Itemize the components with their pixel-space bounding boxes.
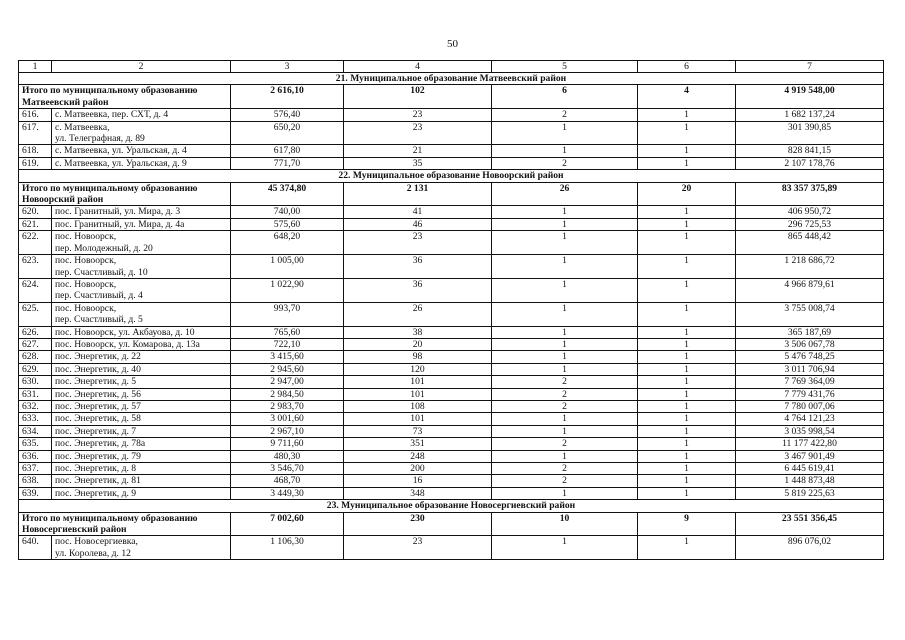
value-cell: 1 — [492, 145, 638, 157]
value-cell: 73 — [344, 425, 492, 437]
address-line: пос. Энергетик, д. 22 — [55, 351, 141, 363]
total-label: Итого по муниципальному образованию Новоорский район — [19, 182, 231, 206]
value-cell: 2 983,70 — [231, 400, 344, 412]
value-cell: 1 — [638, 145, 736, 157]
row-number: 616. — [19, 109, 52, 121]
total-cell: 23 551 356,45 — [736, 512, 884, 536]
value-cell: 2 — [492, 157, 638, 169]
value-cell: 1 — [638, 376, 736, 388]
value-cell: 5 476 748,25 — [736, 351, 884, 363]
value-cell: 828 841,15 — [736, 145, 884, 157]
value-cell: 1 — [492, 487, 638, 499]
value-cell: 2 — [492, 109, 638, 121]
table-row — [19, 475, 884, 487]
address-line: с. Матвеевка, ул. Уральская, д. 9 — [55, 157, 187, 169]
value-cell: 36 — [344, 278, 492, 302]
housing-table — [18, 60, 884, 560]
section-title-row — [19, 500, 884, 512]
section-title-row — [19, 73, 884, 85]
address-line: пер. Счастливый, д. 10 — [55, 266, 148, 278]
total-row — [19, 182, 884, 206]
value-cell: 1 — [638, 255, 736, 279]
row-number: 629. — [19, 363, 52, 375]
row-number: 620. — [19, 206, 52, 218]
row-number: 632. — [19, 400, 52, 412]
address-cell — [52, 475, 231, 487]
value-cell: 1 — [638, 302, 736, 326]
row-number: 627. — [19, 338, 52, 350]
value-cell: 3 755 008,74 — [736, 302, 884, 326]
table-body — [19, 61, 884, 560]
value-cell: 3 506 067,78 — [736, 338, 884, 350]
value-cell: 200 — [344, 463, 492, 475]
value-cell: 5 819 225,63 — [736, 487, 884, 499]
value-cell: 3 546,70 — [231, 463, 344, 475]
value-cell: 3 467 901,49 — [736, 450, 884, 462]
row-number: 622. — [19, 231, 52, 255]
value-cell: 1 — [638, 109, 736, 121]
value-cell: 1 — [638, 278, 736, 302]
address-line: пос. Новоорск, — [55, 302, 117, 314]
total-cell: 83 357 375,89 — [736, 182, 884, 206]
address-line: пос. Энергетик, д. 79 — [55, 450, 141, 462]
value-cell: 120 — [344, 363, 492, 375]
value-cell: 1 — [638, 363, 736, 375]
address-line: с. Матвеевка, пер. СХТ, д. 4 — [55, 109, 169, 121]
address-cell — [52, 109, 231, 121]
total-label: Итого по муниципальному образованию Матвеевский район — [19, 85, 231, 109]
section-title: 22. Муниципальное образование Новоорский район — [19, 170, 884, 182]
value-cell: 98 — [344, 351, 492, 363]
value-cell: 2 107 178,76 — [736, 157, 884, 169]
address-line: с. Матвеевка, ул. Уральская, д. 4 — [55, 145, 187, 157]
table-row — [19, 388, 884, 400]
address-cell — [52, 536, 231, 560]
table-row — [19, 109, 884, 121]
value-cell: 4 966 879,61 — [736, 278, 884, 302]
row-number: 625. — [19, 302, 52, 326]
value-cell: 1 — [492, 351, 638, 363]
value-cell: 1 — [638, 438, 736, 450]
address-cell — [52, 425, 231, 437]
value-cell: 1 — [492, 231, 638, 255]
value-cell: 4 764 121,23 — [736, 413, 884, 425]
total-cell: 2 616,10 — [231, 85, 344, 109]
address-cell — [52, 338, 231, 350]
table-row — [19, 450, 884, 462]
value-cell: 1 — [492, 326, 638, 338]
total-cell: 2 131 — [344, 182, 492, 206]
value-cell: 9 711,60 — [231, 438, 344, 450]
total-label: Итого по муниципальному образованию Новосергиевский район — [19, 512, 231, 536]
total-cell: 102 — [344, 85, 492, 109]
value-cell: 1 — [638, 351, 736, 363]
value-cell: 1 — [492, 338, 638, 350]
value-cell: 1 — [638, 425, 736, 437]
value-cell: 21 — [344, 145, 492, 157]
address-cell — [52, 302, 231, 326]
table-row — [19, 536, 884, 560]
row-number: 638. — [19, 475, 52, 487]
total-cell: 10 — [492, 512, 638, 536]
section-title-row — [19, 170, 884, 182]
value-cell: 23 — [344, 109, 492, 121]
total-cell: 26 — [492, 182, 638, 206]
row-number: 635. — [19, 438, 52, 450]
table-row — [19, 463, 884, 475]
table-row — [19, 438, 884, 450]
value-cell: 1 — [492, 363, 638, 375]
value-cell: 1 — [492, 121, 638, 145]
address-line: пос. Энергетик, д. 78а — [55, 438, 146, 450]
row-number: 640. — [19, 536, 52, 560]
address-line: пос. Новоорск, ул. Акбауова, д. 10 — [55, 326, 195, 338]
table-row — [19, 145, 884, 157]
value-cell: 1 — [638, 487, 736, 499]
value-cell: 896 076,02 — [736, 536, 884, 560]
header-cell: 4 — [344, 61, 492, 73]
value-cell: 1 — [638, 400, 736, 412]
row-number: 626. — [19, 326, 52, 338]
address-cell — [52, 376, 231, 388]
value-cell: 365 187,69 — [736, 326, 884, 338]
value-cell: 765,60 — [231, 326, 344, 338]
total-row — [19, 512, 884, 536]
value-cell: 101 — [344, 388, 492, 400]
address-cell — [52, 278, 231, 302]
address-line: пер. Счастливый, д. 5 — [55, 314, 143, 326]
address-line: ул. Королева, д. 12 — [55, 547, 131, 559]
value-cell: 1 218 686,72 — [736, 255, 884, 279]
table-row — [19, 231, 884, 255]
value-cell: 2 — [492, 463, 638, 475]
value-cell: 1 005,00 — [231, 255, 344, 279]
header-cell: 2 — [52, 61, 231, 73]
value-cell: 20 — [344, 338, 492, 350]
table-row — [19, 218, 884, 230]
address-cell — [52, 450, 231, 462]
row-number: 618. — [19, 145, 52, 157]
address-cell — [52, 438, 231, 450]
row-number: 639. — [19, 487, 52, 499]
value-cell: 7 769 364,09 — [736, 376, 884, 388]
total-cell: 45 374,80 — [231, 182, 344, 206]
value-cell: 16 — [344, 475, 492, 487]
value-cell: 1 — [638, 475, 736, 487]
row-number: 623. — [19, 255, 52, 279]
address-cell — [52, 413, 231, 425]
total-cell: 230 — [344, 512, 492, 536]
address-line: пос. Энергетик, д. 5 — [55, 376, 137, 388]
value-cell: 41 — [344, 206, 492, 218]
value-cell: 1 — [638, 206, 736, 218]
value-cell: 3 011 706,94 — [736, 363, 884, 375]
value-cell: 23 — [344, 231, 492, 255]
value-cell: 2 947,00 — [231, 376, 344, 388]
row-number: 621. — [19, 218, 52, 230]
value-cell: 7 780 007,06 — [736, 400, 884, 412]
value-cell: 2 — [492, 438, 638, 450]
table-row — [19, 338, 884, 350]
row-number: 634. — [19, 425, 52, 437]
table-row — [19, 302, 884, 326]
total-cell: 6 — [492, 85, 638, 109]
row-number: 624. — [19, 278, 52, 302]
section-title: 23. Муниципальное образование Новосергиевский район — [19, 500, 884, 512]
value-cell: 3 001,60 — [231, 413, 344, 425]
address-cell — [52, 145, 231, 157]
value-cell: 406 950,72 — [736, 206, 884, 218]
address-line: пос. Энергетик, д. 81 — [55, 475, 141, 487]
value-cell: 1 — [638, 536, 736, 560]
value-cell: 2 945,60 — [231, 363, 344, 375]
address-cell — [52, 157, 231, 169]
value-cell: 1 — [492, 450, 638, 462]
header-cell: 1 — [19, 61, 52, 73]
address-line: пос. Новоорск, — [55, 278, 117, 290]
row-number: 637. — [19, 463, 52, 475]
address-line: с. Матвеевка, — [55, 121, 110, 133]
value-cell: 650,20 — [231, 121, 344, 145]
value-cell: 2 — [492, 475, 638, 487]
address-cell — [52, 363, 231, 375]
value-cell: 1 — [638, 338, 736, 350]
value-cell: 2 — [492, 388, 638, 400]
value-cell: 7 779 431,76 — [736, 388, 884, 400]
table-row — [19, 351, 884, 363]
row-number: 631. — [19, 388, 52, 400]
address-cell — [52, 121, 231, 145]
value-cell: 771,70 — [231, 157, 344, 169]
value-cell: 1 682 137,24 — [736, 109, 884, 121]
row-number: 617. — [19, 121, 52, 145]
value-cell: 35 — [344, 157, 492, 169]
address-cell — [52, 351, 231, 363]
address-line: пос. Энергетик, д. 40 — [55, 363, 141, 375]
table-row — [19, 206, 884, 218]
total-cell: 20 — [638, 182, 736, 206]
table-row — [19, 425, 884, 437]
address-cell — [52, 218, 231, 230]
address-cell — [52, 463, 231, 475]
address-cell — [52, 255, 231, 279]
table-row — [19, 157, 884, 169]
value-cell: 2 — [492, 400, 638, 412]
value-cell: 1 — [492, 278, 638, 302]
row-number: 619. — [19, 157, 52, 169]
row-number: 633. — [19, 413, 52, 425]
value-cell: 11 177 422,80 — [736, 438, 884, 450]
value-cell: 648,20 — [231, 231, 344, 255]
total-cell: 9 — [638, 512, 736, 536]
header-cell: 7 — [736, 61, 884, 73]
section-title: 21. Муниципальное образование Матвеевский район — [19, 73, 884, 85]
value-cell: 296 725,53 — [736, 218, 884, 230]
value-cell: 468,70 — [231, 475, 344, 487]
value-cell: 3 415,60 — [231, 351, 344, 363]
address-cell — [52, 400, 231, 412]
value-cell: 1 — [638, 450, 736, 462]
value-cell: 23 — [344, 121, 492, 145]
address-line: пос. Гранитный, ул. Мира, д. 3 — [55, 206, 181, 218]
value-cell: 1 — [492, 206, 638, 218]
table-row — [19, 487, 884, 499]
value-cell: 1 — [492, 413, 638, 425]
address-line: пос. Энергетик, д. 58 — [55, 413, 141, 425]
address-cell — [52, 206, 231, 218]
table-row — [19, 255, 884, 279]
value-cell: 23 — [344, 536, 492, 560]
address-cell — [52, 487, 231, 499]
value-cell: 2 984,50 — [231, 388, 344, 400]
value-cell: 722,10 — [231, 338, 344, 350]
header-cell: 6 — [638, 61, 736, 73]
value-cell: 1 — [492, 425, 638, 437]
value-cell: 1 — [638, 326, 736, 338]
address-cell — [52, 326, 231, 338]
value-cell: 38 — [344, 326, 492, 338]
value-cell: 617,80 — [231, 145, 344, 157]
address-line: пос. Новосергиевка, — [55, 536, 138, 548]
row-number: 630. — [19, 376, 52, 388]
total-cell: 7 002,60 — [231, 512, 344, 536]
value-cell: 1 106,30 — [231, 536, 344, 560]
value-cell: 1 — [492, 536, 638, 560]
value-cell: 3 035 998,54 — [736, 425, 884, 437]
value-cell: 348 — [344, 487, 492, 499]
value-cell: 101 — [344, 376, 492, 388]
value-cell: 2 — [492, 376, 638, 388]
total-row — [19, 85, 884, 109]
value-cell: 1 448 873,48 — [736, 475, 884, 487]
value-cell: 46 — [344, 218, 492, 230]
value-cell: 740,00 — [231, 206, 344, 218]
value-cell: 1 — [492, 302, 638, 326]
value-cell: 576,40 — [231, 109, 344, 121]
address-cell — [52, 388, 231, 400]
address-line: пос. Новоорск, ул. Комарова, д. 13а — [55, 338, 200, 350]
value-cell: 1 — [638, 121, 736, 145]
table-row — [19, 376, 884, 388]
value-cell: 301 390,85 — [736, 121, 884, 145]
table-row — [19, 413, 884, 425]
value-cell: 248 — [344, 450, 492, 462]
value-cell: 1 — [638, 157, 736, 169]
value-cell: 865 448,42 — [736, 231, 884, 255]
row-number: 636. — [19, 450, 52, 462]
value-cell: 108 — [344, 400, 492, 412]
page-number: 50 — [447, 38, 458, 50]
address-line: пос. Новоорск, — [55, 255, 117, 267]
table-row — [19, 363, 884, 375]
address-line: пер. Молодежный, д. 20 — [55, 242, 153, 254]
value-cell: 36 — [344, 255, 492, 279]
address-line: ул. Телеграфная, д. 89 — [55, 133, 145, 145]
address-line: пос. Гранитный, ул. Мира, д. 4а — [55, 218, 185, 230]
table-row — [19, 400, 884, 412]
table-row — [19, 278, 884, 302]
value-cell: 1 — [638, 231, 736, 255]
value-cell: 26 — [344, 302, 492, 326]
value-cell: 1 — [492, 255, 638, 279]
value-cell: 2 967,10 — [231, 425, 344, 437]
address-line: пос. Энергетик, д. 56 — [55, 388, 141, 400]
table-row — [19, 121, 884, 145]
value-cell: 3 449,30 — [231, 487, 344, 499]
address-line: пос. Энергетик, д. 57 — [55, 400, 141, 412]
table-row — [19, 326, 884, 338]
value-cell: 1 — [638, 388, 736, 400]
header-cell: 5 — [492, 61, 638, 73]
address-line: пос. Энергетик, д. 7 — [55, 425, 137, 437]
value-cell: 1 — [492, 218, 638, 230]
value-cell: 1 — [638, 413, 736, 425]
value-cell: 351 — [344, 438, 492, 450]
header-row — [19, 61, 884, 73]
value-cell: 480,30 — [231, 450, 344, 462]
header-cell: 3 — [231, 61, 344, 73]
total-cell: 4 — [638, 85, 736, 109]
row-number: 628. — [19, 351, 52, 363]
address-line: пос. Энергетик, д. 8 — [55, 463, 137, 474]
value-cell: 6 445 619,41 — [736, 463, 884, 475]
value-cell: 1 — [638, 218, 736, 230]
address-line: пос. Энергетик, д. 9 — [55, 487, 137, 499]
address-line: пер. Счастливый, д. 4 — [55, 290, 143, 302]
value-cell: 1 — [638, 463, 736, 475]
value-cell: 993,70 — [231, 302, 344, 326]
address-cell — [52, 231, 231, 255]
value-cell: 1 022,90 — [231, 278, 344, 302]
value-cell: 101 — [344, 413, 492, 425]
value-cell: 575,60 — [231, 218, 344, 230]
address-line: пос. Новоорск, — [55, 231, 117, 243]
total-cell: 4 919 548,00 — [736, 85, 884, 109]
